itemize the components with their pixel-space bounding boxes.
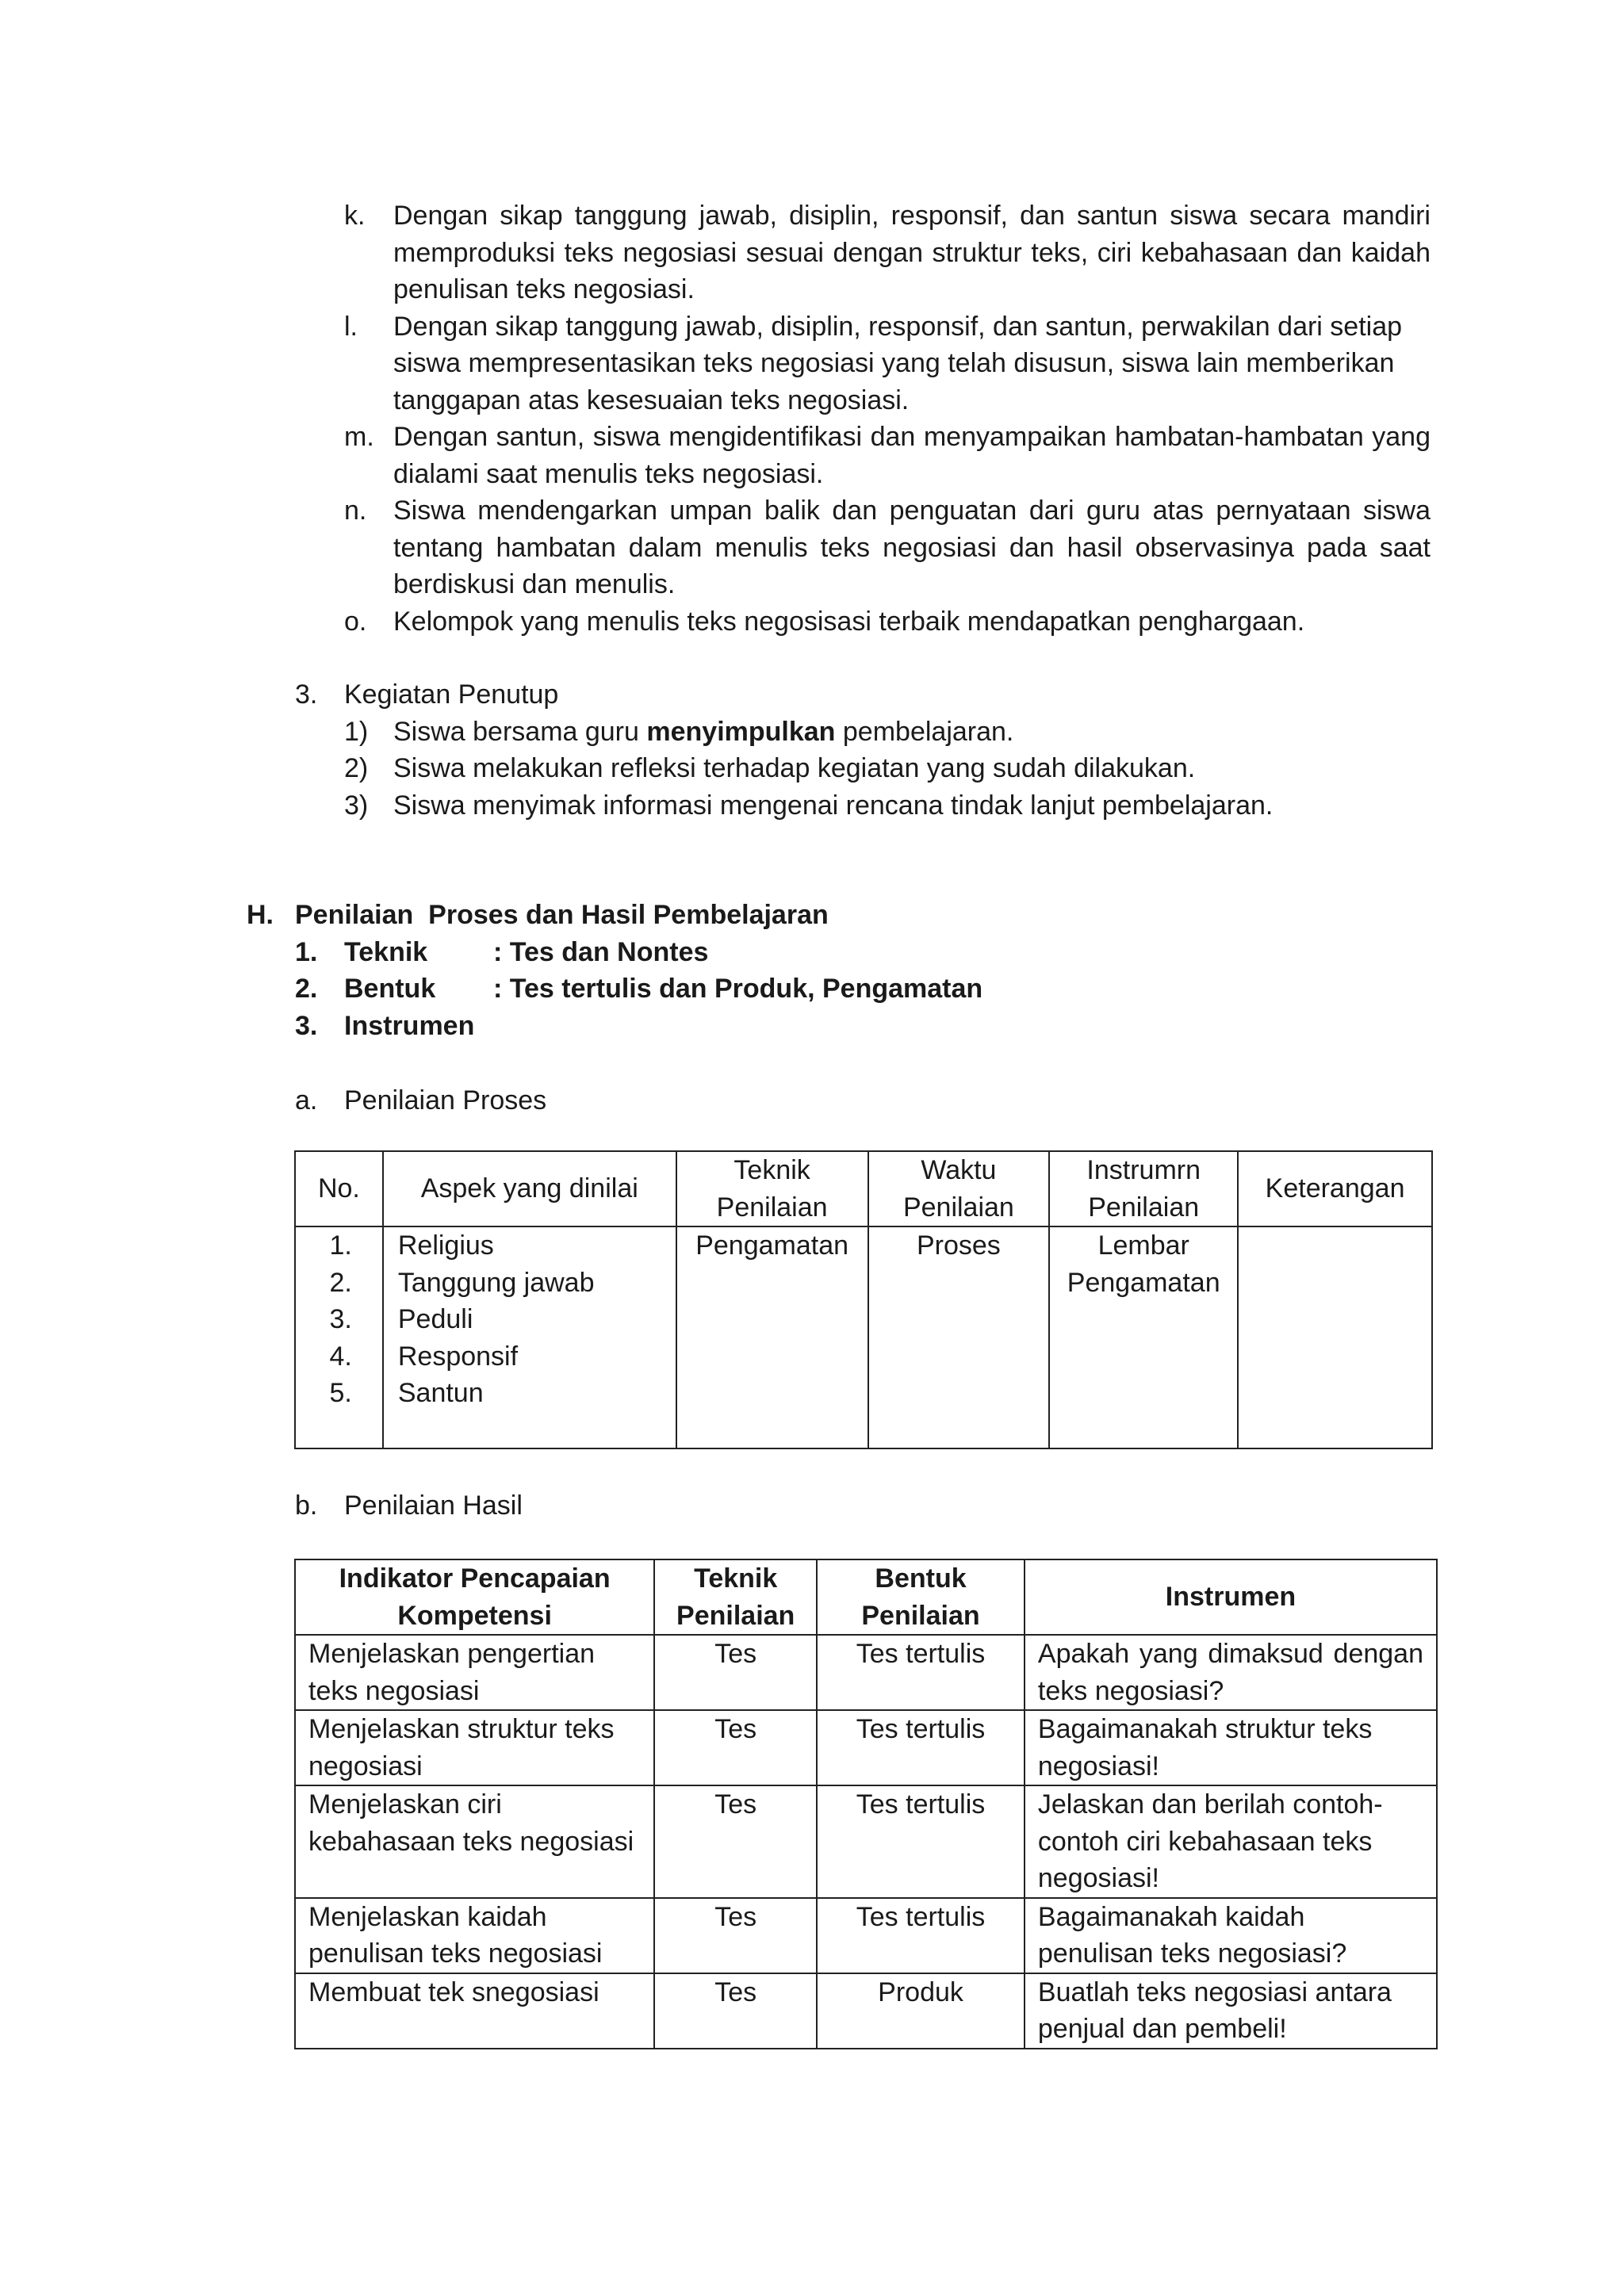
row-value: : Tes dan Nontes	[493, 936, 709, 967]
list-item	[344, 603, 1431, 641]
list-item-text: Dengan santun, siswa mengidentifikasi dan menyampaikan hambatan-hambatan yang dialami saat menulis teks negosiasi.	[393, 422, 1431, 489]
list-marker: m.	[344, 422, 374, 452]
list-marker: 2)	[344, 753, 369, 783]
header-instrumen: Instrumrn Penilaian	[1049, 1151, 1238, 1226]
cell-numbers: 1. 2. 3. 4. 5.	[295, 1226, 383, 1448]
cell-bentuk: Tes tertulis	[817, 1785, 1025, 1898]
cell-instrumen: Apakah yang dimaksud dengan teks negosiasi?	[1025, 1635, 1437, 1710]
header-waktu: Waktu Penilaian	[868, 1151, 1050, 1226]
header-aspek: Aspek yang dinilai	[383, 1151, 676, 1226]
table-row	[295, 1785, 1437, 1898]
subsection-title: Penilaian Hasil	[344, 1490, 523, 1521]
cell-teknik: Tes	[654, 1710, 817, 1785]
emphasis-text: menyimpulkan	[646, 716, 836, 747]
penilaian-proses-label	[295, 1082, 546, 1119]
table-row	[295, 1973, 1437, 2049]
cell-bentuk: Tes tertulis	[817, 1635, 1025, 1710]
list-item	[344, 787, 1405, 825]
cell-indikator: Menjelaskan ciri kebahasaan teks negosiasi	[295, 1785, 654, 1898]
cell-indikator: Menjelaskan pengertian teks negosiasi	[295, 1635, 654, 1710]
section-heading	[247, 897, 1436, 934]
cell-instrumen: Bagaimanakah struktur teks negosiasi!	[1025, 1710, 1437, 1785]
header-instrumen: Instrumen	[1025, 1559, 1437, 1635]
list-marker: o.	[344, 606, 367, 637]
penilaian-hasil-table	[294, 1559, 1438, 2049]
section-heading	[295, 676, 1405, 714]
cell-instrumen: Bagaimanakah kaidah penulisan teks negosiasi?	[1025, 1898, 1437, 1973]
cell-indikator: Membuat tek snegosiasi	[295, 1973, 654, 2049]
row-value: : Tes tertulis dan Produk, Pengamatan	[493, 974, 983, 1004]
cell-bentuk: Tes tertulis	[817, 1710, 1025, 1785]
header-teknik: Teknik Penilaian	[654, 1559, 817, 1635]
cell-teknik: Pengamatan	[676, 1226, 868, 1448]
cell-instrumen: Jelaskan dan berilah contoh-contoh ciri kebahasaan teks negosiasi!	[1025, 1785, 1437, 1898]
header-no: No.	[295, 1151, 383, 1226]
header-indikator: Indikator Pencapaian Kompetensi	[295, 1559, 654, 1635]
row-key: Teknik	[344, 936, 428, 967]
section-title: Penilaian Proses dan Hasil Pembelajaran	[295, 900, 829, 930]
list-item-text: Siswa melakukan refleksi terhadap kegiatan yang sudah dilakukan.	[393, 753, 1196, 783]
list-item	[344, 308, 1431, 419]
list-item-text: Siswa mendengarkan umpan balik dan penguatan dari guru atas pernyataan siswa tentang hambatan dalam menulis teks negosiasi dan hasil observasinya pada saat berdiskusi dan menulis.	[393, 496, 1431, 599]
header-teknik: Teknik Penilaian	[676, 1151, 868, 1226]
list-item-text: Kelompok yang menulis teks negosisasi terbaik mendapatkan penghargaan.	[393, 606, 1305, 637]
definition-row	[295, 1008, 1436, 1045]
list-marker: b.	[295, 1490, 318, 1521]
list-marker: 1)	[344, 716, 369, 747]
list-item-text: Siswa bersama guru menyimpulkan pembelajaran.	[393, 716, 1014, 747]
section-title: Kegiatan Penutup	[344, 679, 559, 710]
penilaian-section	[247, 897, 1436, 1044]
list-marker: a.	[295, 1085, 318, 1115]
list-item-text: Siswa menyimak informasi mengenai rencana tindak lanjut pembelajaran.	[393, 790, 1274, 821]
row-key: Bentuk	[344, 974, 436, 1004]
cell-teknik: Tes	[654, 1635, 817, 1710]
list-item	[344, 492, 1431, 603]
row-number: 1.	[295, 936, 318, 967]
table-header-row	[295, 1151, 1432, 1226]
cell-keterangan	[1238, 1226, 1432, 1448]
cell-teknik: Tes	[654, 1973, 817, 2049]
kegiatan-inti-list	[344, 197, 1431, 640]
cell-bentuk: Tes tertulis	[817, 1898, 1025, 1973]
cell-indikator: Menjelaskan struktur teks negosiasi	[295, 1710, 654, 1785]
list-item	[344, 714, 1405, 751]
cell-aspects: Religius Tanggung jawab Peduli Responsif Santun	[383, 1226, 676, 1448]
penilaian-hasil-label	[295, 1487, 523, 1525]
cell-instrumen: Lembar Pengamatan	[1049, 1226, 1238, 1448]
list-item	[344, 197, 1431, 308]
table-header-row	[295, 1559, 1437, 1635]
definition-row	[295, 934, 1436, 971]
section-number: 3.	[295, 679, 318, 710]
table-row	[295, 1226, 1432, 1448]
list-item-text: Dengan sikap tanggung jawab, disiplin, responsif, dan santun siswa secara mandiri memproduksi teks negosiasi sesuai dengan struktur teks, ciri kebahasaan dan kaidah penulisan teks negosiasi.	[393, 201, 1431, 304]
list-marker: l.	[344, 311, 358, 342]
list-marker: n.	[344, 496, 367, 526]
penilaian-proses-table	[294, 1150, 1433, 1449]
cell-teknik: Tes	[654, 1898, 817, 1973]
table-row	[295, 1710, 1437, 1785]
cell-waktu: Proses	[868, 1226, 1050, 1448]
list-item-text: Dengan sikap tanggung jawab, disiplin, responsif, dan santun, perwakilan dari setiap siswa mempresentasikan teks negosiasi yang telah disusun, siswa lain memberikan tanggapan atas kesesuaian teks negosiasi.	[393, 311, 1403, 415]
table-row	[295, 1898, 1437, 1973]
header-bentuk: Bentuk Penilaian	[817, 1559, 1025, 1635]
row-number: 2.	[295, 974, 318, 1004]
subsection-title: Penilaian Proses	[344, 1085, 547, 1115]
kegiatan-penutup-section	[295, 676, 1405, 824]
list-item	[344, 419, 1431, 492]
table-row	[295, 1635, 1437, 1710]
list-item	[344, 750, 1405, 787]
cell-bentuk: Produk	[817, 1973, 1025, 2049]
cell-instrumen: Buatlah teks negosiasi antara penjual dan pembeli!	[1025, 1973, 1437, 2049]
section-letter: H.	[247, 900, 274, 930]
header-keterangan: Keterangan	[1238, 1151, 1432, 1226]
cell-teknik: Tes	[654, 1785, 817, 1898]
list-marker: 3)	[344, 790, 369, 821]
list-marker: k.	[344, 201, 366, 231]
definition-row	[295, 970, 1436, 1008]
row-key: Instrumen	[344, 1010, 475, 1041]
row-number: 3.	[295, 1010, 318, 1041]
cell-indikator: Menjelaskan kaidah penulisan teks negosiasi	[295, 1898, 654, 1973]
